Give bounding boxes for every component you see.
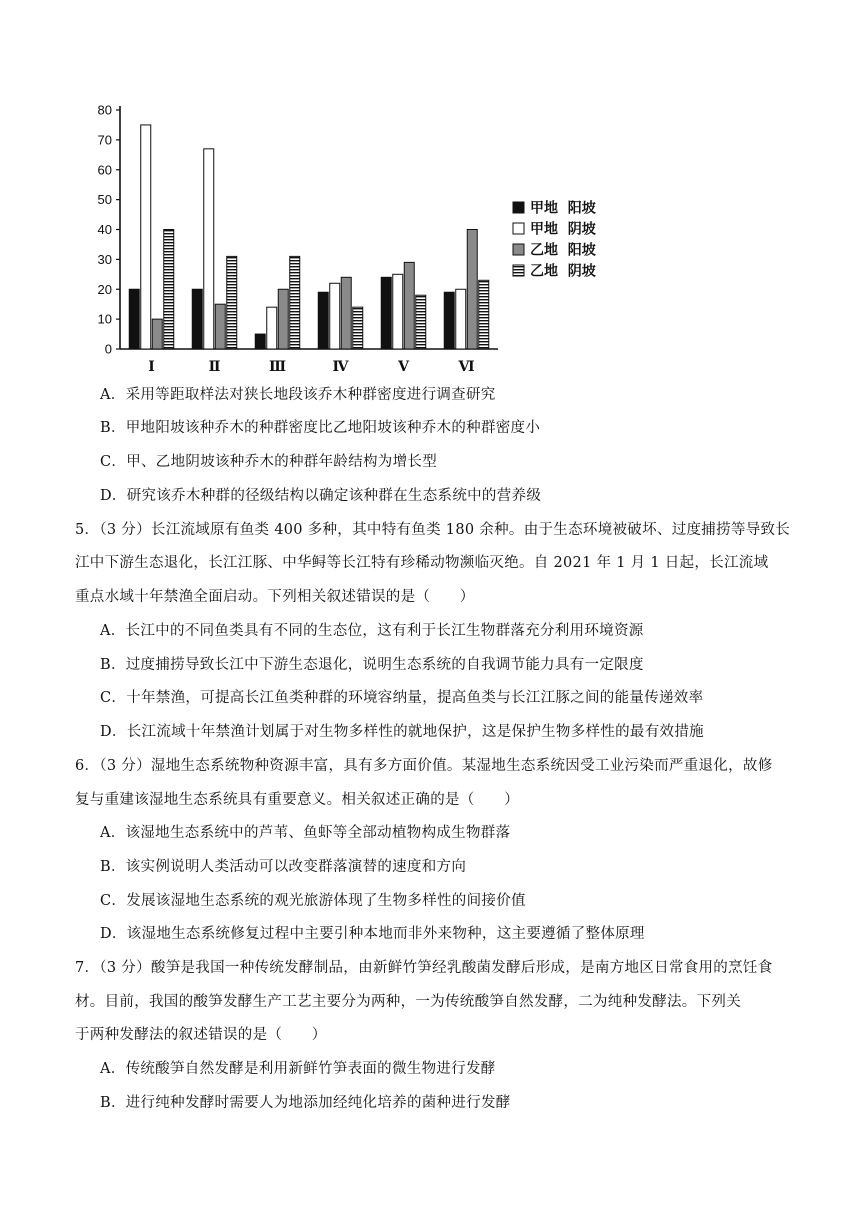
legend-label: 甲地 阳坡 xyxy=(530,200,596,217)
q7-stem-line-3: 于两种发酵法的叙述错误的是（ ） xyxy=(75,1027,327,1043)
x-category-label: Ⅱ xyxy=(208,359,221,375)
q6-stem-line-2: 复与重建该湿地生态系统具有重要意义。相关叙述正确的是（ ） xyxy=(75,792,519,808)
q5-option-a: A．长江中的不同鱼类具有不同的生态位，这有利于长江生物群落充分利用环境资源 xyxy=(100,623,644,639)
q7-stem-line-2: 材。目前，我国的酸笋发酵生产工艺主要分为两种，一为传统酸笋自然发酵，二为纯种发酵法。下列关 xyxy=(75,994,741,1010)
legend-label: 乙地 阴坡 xyxy=(530,263,596,280)
bar-3-4 xyxy=(341,277,351,349)
legend-swatch xyxy=(513,244,524,255)
y-tick-label: 30 xyxy=(97,251,112,267)
legend-swatch xyxy=(513,202,524,213)
y-tick-label: 20 xyxy=(97,281,112,297)
bar-3-3 xyxy=(278,289,288,349)
bar-1-4 xyxy=(318,292,328,349)
q4-option-d: D．研究该乔木种群的径级结构以确定该种群在生态系统中的营养级 xyxy=(100,488,542,504)
q6-option-b: B．该实例说明人类活动可以改变群落演替的速度和方向 xyxy=(100,859,467,875)
q6-option-a: A．该湿地生态系统中的芦苇、鱼虾等全部动植物构成生物群落 xyxy=(100,825,511,841)
q4-option-a: A．采用等距取样法对狭长地段该乔木种群密度进行调查研究 xyxy=(100,387,496,403)
legend-swatch xyxy=(513,265,524,276)
x-category-label: Ⅰ xyxy=(148,359,155,375)
q5-stem-line-1: 5．（3 分）长江流域原有鱼类 400 多种，其中特有鱼类 180 余种。由于生态环境被破坏、过度捕捞等导致长 xyxy=(75,522,791,538)
bar-3-5 xyxy=(404,262,414,349)
q4-option-b: B．甲地阳坡该种乔木的种群密度比乙地阳坡该种乔木的种群密度小 xyxy=(100,420,541,436)
bar-2-3 xyxy=(267,307,277,349)
bar-1-6 xyxy=(444,292,454,349)
q7-stem-line-1: 7．（3 分）酸笋是我国一种传统发酵制品，由新鲜竹笋经乳酸菌发酵后形成，是南方地区日常食用的烹饪食 xyxy=(75,960,773,976)
q4-option-c: C．甲、乙地阴坡该种乔木的种群年龄结构为增长型 xyxy=(100,454,437,470)
q5-option-c: C．十年禁渔，可提高长江鱼类种群的环境容纳量，提高鱼类与长江江豚之间的能量传递效率 xyxy=(100,690,704,706)
y-tick-label: 60 xyxy=(97,162,112,178)
x-category-label: Ⅴ xyxy=(398,359,409,375)
y-tick-label: 40 xyxy=(97,222,112,237)
y-tick-label: 10 xyxy=(97,311,112,327)
bar-1-3 xyxy=(255,334,265,349)
bar-4-3 xyxy=(290,256,300,349)
q5-stem-line-3: 重点水域十年禁渔全面启动。下列相关叙述错误的是（ ） xyxy=(75,589,475,605)
legend-label: 甲地 阴坡 xyxy=(530,221,596,238)
bar-1-1 xyxy=(129,289,139,349)
bar-3-2 xyxy=(215,304,225,349)
bar-chart-svg xyxy=(80,98,640,380)
y-tick-label: 80 xyxy=(97,102,112,118)
q5-option-b: B．过度捕捞导致长江中下游生态退化，说明生态系统的自我调节能力具有一定限度 xyxy=(100,657,644,673)
bar-2-4 xyxy=(330,283,340,349)
bar-4-4 xyxy=(353,307,363,349)
y-tick-label: 70 xyxy=(97,132,112,148)
bar-3-1 xyxy=(152,319,162,349)
q5-option-d: D．长江流域十年禁渔计划属于对生物多样性的就地保护，这是保护生物多样性的最有效措施 xyxy=(100,724,704,740)
x-category-label: Ⅲ xyxy=(268,359,287,375)
legend-label: 乙地 阳坡 xyxy=(530,242,596,259)
q6-option-c: C．发展该湿地生态系统的观光旅游体现了生物多样性的间接价值 xyxy=(100,893,526,909)
q6-stem-line-1: 6．（3 分）湿地生态系统物种资源丰富，具有多方面价值。某湿地生态系统因受工业污染而严重退化，故修 xyxy=(75,758,773,774)
bar-3-6 xyxy=(467,230,477,350)
q5-stem-line-2: 江中下游生态退化，长江江豚、中华鲟等长江特有珍稀动物濒临灭绝。自 2021 年 1 月 1 日起，长江流域 xyxy=(75,555,769,571)
q7-option-b: B．进行纯种发酵时需要人为地添加经纯化培养的菌种进行发酵 xyxy=(100,1095,511,1111)
q6-option-d: D．该湿地生态系统修复过程中主要引种本地而非外来物种，这主要遵循了整体原理 xyxy=(100,926,645,942)
legend-swatch xyxy=(513,223,524,234)
bar-4-6 xyxy=(479,280,489,349)
bar-chart xyxy=(80,98,640,380)
y-tick-label: 0 xyxy=(104,341,112,357)
bar-2-1 xyxy=(141,125,151,349)
bar-2-5 xyxy=(393,274,403,349)
x-category-label: Ⅵ xyxy=(458,359,475,375)
bar-2-2 xyxy=(204,149,214,349)
bar-4-1 xyxy=(164,230,174,350)
bar-2-6 xyxy=(456,289,466,349)
y-tick-label: 50 xyxy=(97,192,112,208)
x-category-label: Ⅳ xyxy=(332,359,349,375)
bar-4-2 xyxy=(227,256,237,349)
bar-1-5 xyxy=(381,277,391,349)
bar-4-5 xyxy=(416,295,426,349)
q7-option-a: A．传统酸笋自然发酵是利用新鲜竹笋表面的微生物进行发酵 xyxy=(100,1061,496,1077)
bar-1-2 xyxy=(192,289,202,349)
